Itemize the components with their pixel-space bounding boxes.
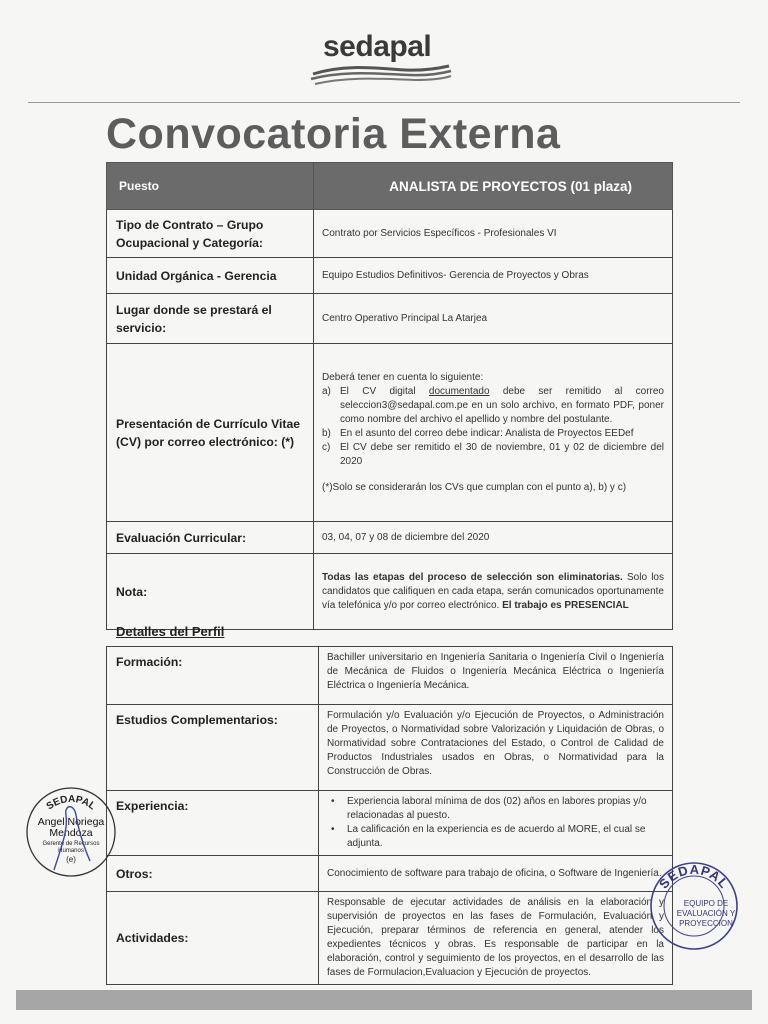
estudios-value: Formulación y/o Evaluación y/o Ejecución de Proyectos, o Administración de Proyectos, o Normatividad sobre Valorización y Liquidación de Obras, o Normatividad sobre Contrataciones del Estado, o Control de Calidad de Productos Industriales usados en Obras, o Normatividad para la Construcción de Obras.: [319, 705, 673, 791]
evaluacion-value: 03, 04, 07 y 08 de diciembre del 2020: [314, 522, 673, 554]
stamp-left-line2: Mendoza: [49, 827, 93, 839]
item-a-post: debe ser remitido al correo seleccion3@sedapal.com.pe en un solo archivo, en formato PDF, poner como nombre del archivo el apellido y nombre del postulante.: [340, 385, 664, 425]
bullet: •: [331, 796, 335, 807]
table-row: [107, 522, 673, 554]
table-row: [107, 705, 673, 791]
sedapal-logo: [305, 30, 455, 85]
stamp-left-top: SEDAPAL: [44, 793, 98, 813]
otros-value: Conocimiento de software para trabajo de oficina, o Software de Ingeniería.: [319, 856, 673, 892]
lugar-label: Lugar donde se prestará el servicio:: [107, 294, 314, 344]
item-key: a): [322, 385, 331, 397]
item-text: En el asunto del correo debe indicar: Analista de Proyectos EEDef: [340, 427, 634, 439]
unidad-label: Unidad Orgánica - Gerencia: [107, 258, 314, 294]
stamp-left-line5: (e): [66, 855, 76, 864]
page-title: Convocatoria Externa: [106, 110, 561, 158]
list-item: [322, 427, 664, 441]
bullet-text: Experiencia laboral mínima de dos (02) años en labores propias y/o relacionadas al puesto.: [347, 796, 647, 821]
stamp-right-line3: PROYECCION: [679, 919, 733, 928]
puesto-value: ANALISTA DE PROYECTOS (01 plaza): [314, 163, 673, 210]
formacion-label: Formación:: [107, 647, 319, 705]
estudios-label: Estudios Complementarios:: [107, 705, 319, 791]
nota-label: Nota:: [107, 554, 314, 630]
svg-text:SEDAPAL: [45, 794, 98, 812]
profile-table: [106, 646, 673, 985]
stamp-left-line3: Gerente de Recursos: [42, 841, 100, 847]
stamp-right-line1: EQUIPO DE: [683, 899, 729, 908]
formacion-value: Bachiller universitario en Ingeniería Sanitaria o Ingeniería Civil o Ingeniería de Mecánica de Fluidos o Ingeniería Mecánica Eléctrica o Ingeniería Eléctrica o Ingeniería Mecánica.: [319, 647, 673, 705]
experiencia-value: [319, 791, 673, 856]
puesto-label: Puesto: [107, 163, 314, 210]
stamp-left-line1: Angel Noriega: [37, 816, 105, 828]
presentacion-value: [314, 344, 673, 522]
item-key: c): [322, 441, 331, 453]
item-a-underline: documentado: [428, 385, 490, 397]
bullet-text: La calificación en la experiencia es de acuerdo al MORE, el cual se adjunta.: [347, 824, 646, 849]
nota-presencial: El trabajo es PRESENCIAL: [502, 599, 629, 611]
logo-text: sedapal: [323, 30, 432, 63]
item-a-pre: El CV digital: [340, 385, 429, 397]
unidad-value: Equipo Estudios Definitivos- Gerencia de Proyectos y Obras: [314, 258, 673, 294]
item-text: El CV debe ser remitido el 30 de noviembre, 01 y 02 de diciembre del 2020: [340, 441, 664, 467]
lugar-value: Centro Operativo Principal La Atarjea: [314, 294, 673, 344]
stamp-right-line2: EVALUACIÓN Y: [676, 909, 736, 918]
item-text: [340, 385, 664, 427]
list-item: [322, 441, 664, 469]
experiencia-label: Experiencia:: [107, 791, 319, 856]
job-info-table: [106, 162, 673, 630]
header-divider: [28, 102, 740, 103]
table-row: [107, 791, 673, 856]
contrato-value: Contrato por Servicios Específicos - Profesionales VI: [314, 210, 673, 258]
contrato-label: Tipo de Contrato – Grupo Ocupacional y Categoría:: [107, 210, 314, 258]
table-row: [107, 647, 673, 705]
table-row: [107, 258, 673, 294]
stamp-right-top: SEDAPAL: [655, 861, 733, 892]
item-key: b): [322, 427, 331, 439]
signature-stamp: [24, 785, 118, 879]
nota-bold: Todas las etapas del proceso de selección son eliminatorias.: [322, 571, 623, 583]
otros-label: Otros:: [107, 856, 319, 892]
table-row: [107, 344, 673, 522]
presentacion-note: (*)Solo se considerarán los CVs que cumplan con el punto a), b) y c): [322, 481, 627, 493]
wave-icon: [305, 64, 455, 86]
list-item: [322, 385, 664, 427]
table-row: [107, 210, 673, 258]
table-row: [107, 856, 673, 892]
table-row: [107, 554, 673, 630]
table-row: [107, 892, 673, 985]
bullet: •: [331, 824, 335, 835]
nota-text: Solo los candidatos que califiquen en cada etapa, serán comunicados oportunamente vía telefónica y/o por correo electrónico.: [322, 571, 664, 611]
presentacion-intro: Deberá tener en cuenta lo siguiente:: [322, 371, 484, 383]
actividades-label: Actividades:: [107, 892, 319, 985]
office-stamp: [648, 860, 740, 952]
stamp-left-line4: Humanos: [58, 848, 84, 854]
actividades-value: Responsable de ejecutar actividades de análisis en la elaboración y supervisión de proyectos en las fases de Formulación, Evaluación y Ejecución, preparar términos de referencia en general, atender los expedientes técnicos y obras. Es responsable de participar en la elaboración, control y seguimiento de los proyectos, en el desarrollo de las fases de Formulacion,Evaluacion y Ejecución de proyectos.: [319, 892, 673, 985]
presentacion-label: Presentación de Currículo Vitae (CV) por correo electrónico: (*): [107, 344, 314, 522]
table-header-row: [107, 163, 673, 210]
nota-value: [314, 554, 673, 630]
list-item: [327, 795, 664, 823]
svg-text:SEDAPAL: [656, 862, 732, 892]
footer-bar: [16, 990, 752, 1010]
list-item: [327, 823, 664, 851]
evaluacion-label: Evaluación Curricular:: [107, 522, 314, 554]
perfil-heading: Detalles del Perfil: [116, 624, 225, 639]
table-row: [107, 294, 673, 344]
